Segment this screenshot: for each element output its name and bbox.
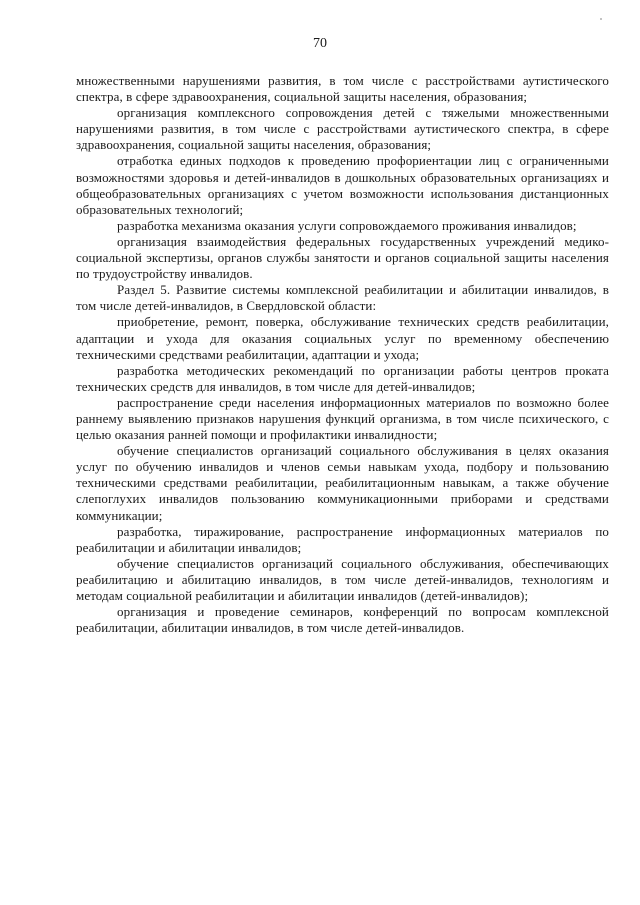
page-number: 70 — [313, 36, 327, 51]
paragraph: организация и проведение семинаров, конференций по вопросам комплексной реабилитации, абилитации инвалидов, в том числе детей-инвалидов. — [76, 604, 609, 636]
paragraph: разработка методических рекомендаций по организации работы центров проката технических средств для инвалидов, в том числе для детей-инвалидов; — [76, 362, 609, 394]
paragraph: организация комплексного сопровождения детей с тяжелыми множественными нарушениями развития, в том числе с расстройствами аутистического спектра, в сфере здравоохранения, социальной защиты населения, образования; — [76, 105, 609, 153]
paragraph: отработка единых подходов к проведению профориентации лиц с ограниченными возможностями здоровья и детей-инвалидов в дошкольных образовательных организациях и общеобразовательных организациях с учетом возможности использования дистанционных образовательных технологий; — [76, 153, 609, 217]
paragraph: множественными нарушениями развития, в том числе с расстройствами аутистического спектра, в сфере здравоохранения, социальной защиты населения, образования; — [76, 73, 609, 105]
paragraph: обучение специалистов организаций социального обслуживания, обеспечивающих реабилитацию и абилитацию инвалидов, в том числе детей-инвалидов, технологиям и методам социальной реабилитации и абилитации инвалидов (детей-инвалидов); — [76, 555, 609, 603]
section-heading: Раздел 5. Развитие системы комплексной реабилитации и абилитации инвалидов, в том числе детей-инвалидов, в Свердловской области: — [76, 282, 609, 314]
paragraph: организация взаимодействия федеральных государственных учреждений медико-социальной экспертизы, органов службы занятости и органов социальной защиты населения по трудоустройству инвалидов. — [76, 233, 609, 282]
paragraph: разработка, тиражирование, распространение информационных материалов по реабилитации и абилитации инвалидов; — [76, 523, 609, 555]
paragraph: приобретение, ремонт, поверка, обслуживание технических средств реабилитации, адаптации и ухода для оказания социальных услуг по временному обеспечению техническими средствами реабилитации, адаптации и ухода; — [76, 314, 609, 362]
document-body — [76, 73, 609, 636]
scan-speck — [600, 18, 602, 20]
paragraph: распространение среди населения информационных материалов по возможно более раннему выявлению признаков нарушения функций организма, в том числе психического, с целью оказания ранней помощи и профилактики инвалидности; — [76, 394, 609, 443]
paragraph: разработка механизма оказания услуги сопровождаемого проживания инвалидов; — [117, 217, 577, 233]
paragraph: обучение специалистов организаций социального обслуживания в целях оказания услуг по обучению инвалидов и членов семьи навыкам ухода, подбору и пользованию техническими средствами реабилитации, реабилитационным навыкам, а также обучение слепоглухих инвалидов пользованию коммуникационными приборами и средствами коммуникации; — [76, 443, 609, 523]
